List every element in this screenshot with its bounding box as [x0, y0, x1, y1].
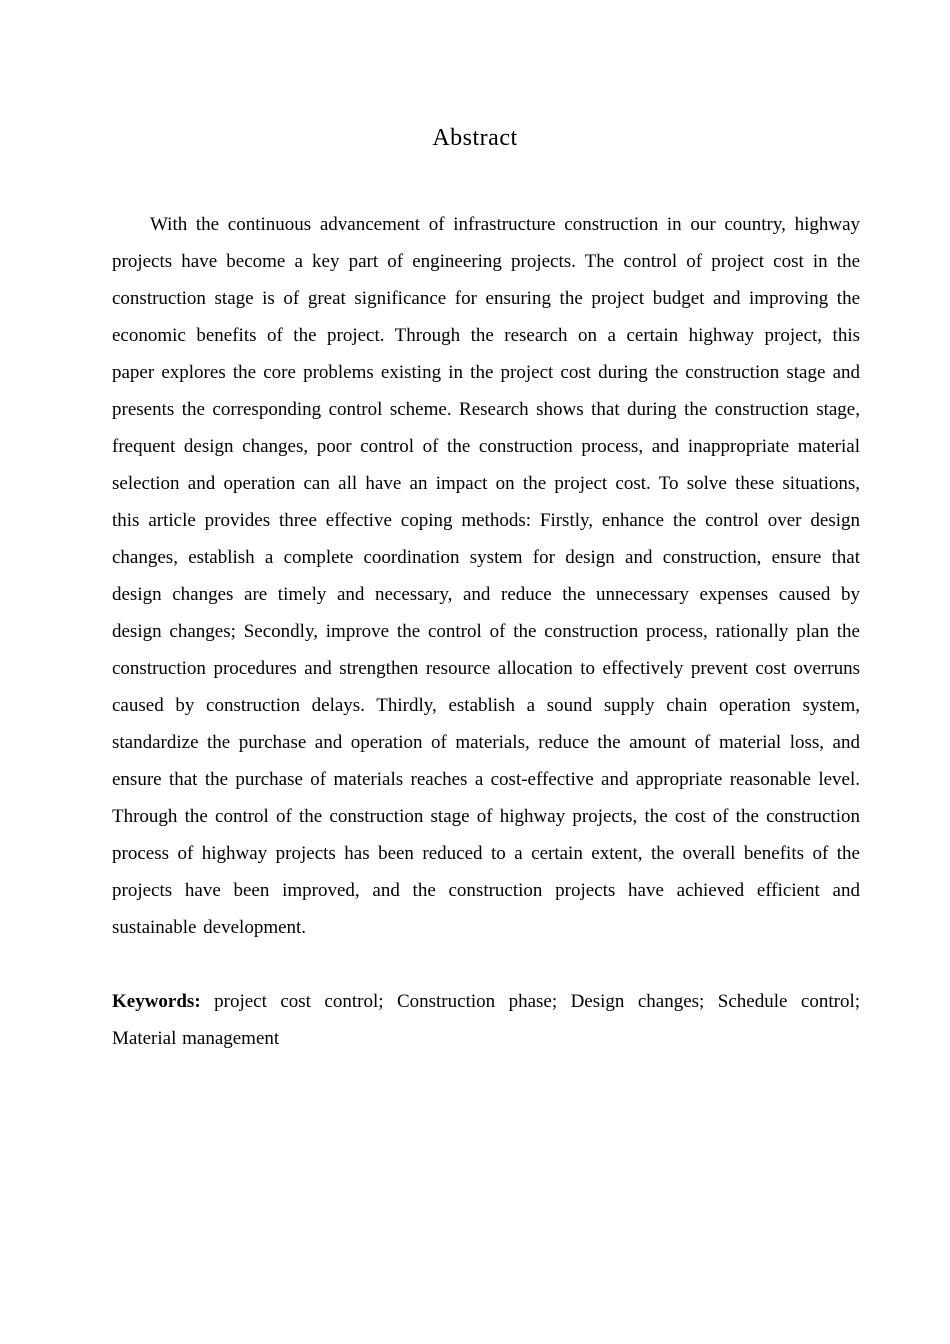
page-title: Abstract — [432, 125, 518, 151]
keywords-text: project cost control; Construction phase; Design changes; Schedule control; Material management — [112, 991, 861, 1049]
keywords-label: Keywords: — [112, 991, 201, 1012]
keywords-paragraph — [112, 983, 860, 1057]
abstract-paragraph: With the continuous advancement of infrastructure construction in our country, highway projects have become a key part of engineering projects. The control of project cost in the construction stage is of great significance for ensuring the project budget and improving the economic benefits of the project. Through the research on a certain highway project, this paper explores the core problems existing in the project cost during the construction stage and presents the corresponding control scheme. Research shows that during the construction stage, frequent design changes, poor control of the construction process, and inappropriate material selection and operation can all have an impact on the project cost. To solve these situations, this article provides three effective coping methods: Firstly, enhance the control over design changes, establish a complete coordination system for design and construction, ensure that design changes are timely and necessary, and reduce the unnecessary expenses caused by design changes; Secondly, improve the control of the construction process, rationally plan the construction procedures and strengthen resource allocation to effectively prevent cost overruns caused by construction delays. Thirdly, establish a sound supply chain operation system, standardize the purchase and operation of materials, reduce the amount of material loss, and ensure that the purchase of materials reaches a cost-effective and appropriate reasonable level. Through the control of the construction stage of highway projects, the cost of the construction process of highway projects has been reduced to a certain extent, the overall benefits of the projects have been improved, and the construction projects have achieved efficient and sustainable development. — [112, 214, 860, 938]
